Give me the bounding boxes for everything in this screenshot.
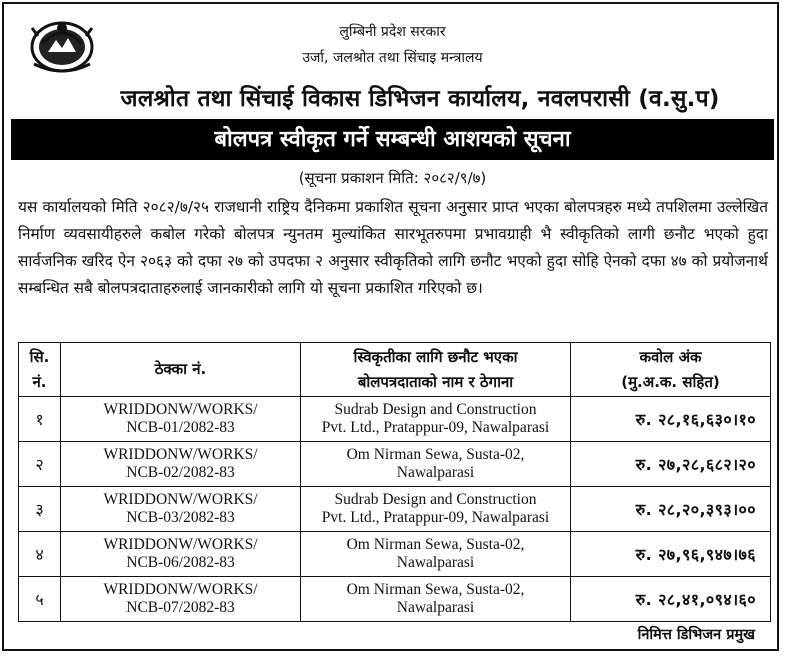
row-contract-no: WRIDDONW/WORKS/ NCB-02/2082-83	[61, 442, 301, 487]
table-row	[19, 442, 771, 487]
row-serial: २	[19, 442, 61, 487]
table-row	[19, 532, 771, 577]
notice-body: यस कार्यालयको मिति २०८२/७/२५ राजधानी राष्ट्रिय दैनिकमा प्रकाशित सूचना अनुसार प्राप्त भएका बोलपत्रहरु मध्ये तपशिलमा उल्लेखित निर्माण व्यवसायीहरुले कबोल गरेको बोलपत्र न्युनतम मुल्यांकित सारभूतरुपमा प्रभावग्राही भै स्वीकृतिको लागी छनौट भएको हुदा सार्वजनिक खरिद ऐन २०६३ को दफा २७ को उपदफा २ अनुसार स्वीकृतिको लागि छनौट भएको हुदा सोहि ऐनको दफा ४७ को प्रयोजनार्थ सम्बन्धित सबै बोलपत्रदाताहरुलाई जानकारीको लागि यो सूचना प्रकाशित गरिएको छ।	[18, 198, 768, 297]
office-name: जलश्रोत तथा सिंचाई विकास डिभिजन कार्यालय, नवलपरासी (व.सु.प)	[120, 86, 720, 112]
notice-title-banner: बोलपत्र स्वीकृत गर्ने सम्बन्धी आशयको सूचना	[11, 119, 774, 160]
tender-table	[18, 342, 771, 622]
row-serial: ३	[19, 487, 61, 532]
row-amount: रु. २७,२८,६८२।२०	[571, 442, 771, 487]
row-bidder: Om Nirman Sewa, Susta-02, Nawalparasi	[301, 442, 571, 487]
header-serial: सि. नं.	[19, 343, 61, 397]
header-bidder: स्विकृतीका लागि छनौट भएका बोलपत्रदाताको नाम र ठेगाना	[301, 343, 571, 397]
row-amount: रु. २८,१६,६३०।१०	[571, 397, 771, 442]
row-bidder: Om Nirman Sewa, Susta-02, Nawalparasi	[301, 532, 571, 577]
row-serial: ५	[19, 577, 61, 622]
header-amount: कवोल अंक (मु.अ.क. सहित)	[571, 343, 771, 397]
row-amount: रु. २८,४१,०९४।६०	[571, 577, 771, 622]
government-name: लुम्बिनी प्रदेश सरकार	[339, 24, 446, 40]
row-bidder: Sudrab Design and Construction Pvt. Ltd., Pratappur-09, Nawalparasi	[301, 487, 571, 532]
table-row	[19, 487, 771, 532]
table-row	[19, 577, 771, 622]
row-serial: १	[19, 397, 61, 442]
row-amount: रु. २७,९६,९४७।७६	[571, 532, 771, 577]
publication-date: (सूचना प्रकाशन मिति: २०८२/९/७)	[298, 169, 487, 187]
row-contract-no: WRIDDONW/WORKS/ NCB-06/2082-83	[61, 532, 301, 577]
row-serial: ४	[19, 532, 61, 577]
row-contract-no: WRIDDONW/WORKS/ NCB-03/2082-83	[61, 487, 301, 532]
signature-line: निमित्त डिभिजन प्रमुख	[637, 627, 755, 643]
table-row	[19, 397, 771, 442]
row-contract-no: WRIDDONW/WORKS/ NCB-07/2082-83	[61, 577, 301, 622]
header-contract-no: ठेक्का नं.	[61, 343, 301, 397]
row-bidder: Om Nirman Sewa, Susta-02, Nawalparasi	[301, 577, 571, 622]
row-contract-no: WRIDDONW/WORKS/ NCB-01/2082-83	[61, 397, 301, 442]
row-bidder: Sudrab Design and Construction Pvt. Ltd., Pratappur-09, Nawalparasi	[301, 397, 571, 442]
row-amount: रु. २८,२०,३९३।००	[571, 487, 771, 532]
table-header-row	[19, 343, 771, 397]
ministry-name: उर्जा, जलश्रोत तथा सिंचाइ मन्त्रालय	[302, 50, 483, 66]
